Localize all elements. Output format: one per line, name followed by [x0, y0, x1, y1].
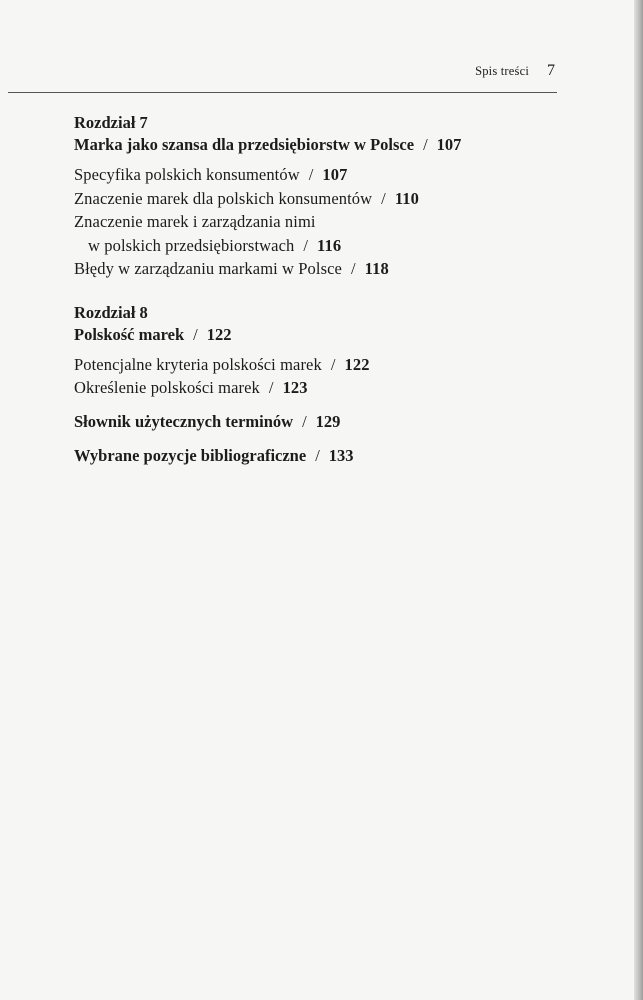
chapter-7	[74, 112, 574, 281]
entry-page: 123	[282, 378, 308, 397]
table-of-contents	[74, 112, 574, 467]
separator: /	[315, 445, 320, 465]
entry-text: Określenie polskości marek	[74, 378, 260, 397]
chapter-label: Rozdział 7	[74, 113, 148, 132]
entry-page: 122	[344, 354, 370, 374]
separator: /	[303, 235, 309, 255]
toc-entry	[74, 257, 574, 281]
entry-page: 110	[394, 188, 419, 208]
toc-entry	[74, 187, 574, 211]
toc-entry	[74, 163, 574, 187]
toc-section-bibliography	[74, 445, 574, 467]
running-title: Spis treści	[475, 64, 529, 78]
entry-text: Błędy w zarządzaniu markami w Polsce	[74, 259, 342, 278]
entry-text: Potencjalne kryteria polskości marek	[74, 354, 322, 374]
separator: /	[302, 411, 307, 431]
separator: /	[330, 354, 336, 374]
chapter-title	[74, 324, 574, 346]
chapter-title	[74, 134, 574, 156]
section-title: Słownik użytecznych terminów	[74, 411, 294, 431]
page-edge	[634, 0, 643, 1000]
separator: /	[350, 259, 356, 278]
chapter-page: 122	[206, 324, 232, 344]
chapter-entries	[74, 163, 574, 281]
entry-text-line1: Znaczenie marek i zarządzania nimi	[74, 212, 316, 231]
chapter-title-text: Marka jako szansa dla przedsiębiorstw w Polsce	[74, 135, 415, 154]
entry-page: 116	[317, 235, 342, 255]
chapter-title-text: Polskość marek	[74, 324, 185, 344]
chapter-page: 107	[436, 135, 462, 154]
chapter-8	[74, 302, 574, 400]
separator: /	[193, 324, 198, 344]
toc-entry	[74, 376, 574, 400]
entry-text: Specyfika polskich konsumentów	[74, 165, 300, 184]
separator: /	[381, 188, 386, 208]
page-number: 7	[547, 62, 555, 79]
separator: /	[423, 135, 428, 154]
separator: /	[308, 165, 314, 184]
toc-entry	[74, 353, 574, 377]
entry-page: 118	[364, 259, 389, 278]
section-title: Wybrane pozycje bibliograficzne	[74, 445, 307, 465]
chapter-entries	[74, 353, 574, 400]
entry-text-line2: w polskich przedsiębiorstwach	[88, 235, 295, 255]
entry-text: Znaczenie marek dla polskich konsumentów	[74, 188, 373, 208]
toc-section-glossary	[74, 411, 574, 433]
header-rule	[8, 92, 557, 93]
section-page: 129	[315, 411, 341, 431]
chapter-label: Rozdział 8	[74, 302, 148, 322]
running-header	[475, 62, 555, 80]
section-page: 133	[328, 445, 354, 465]
toc-entry	[74, 210, 574, 257]
entry-text-line2-wrapper	[74, 234, 574, 258]
entry-page: 107	[322, 165, 348, 184]
separator: /	[268, 378, 274, 397]
